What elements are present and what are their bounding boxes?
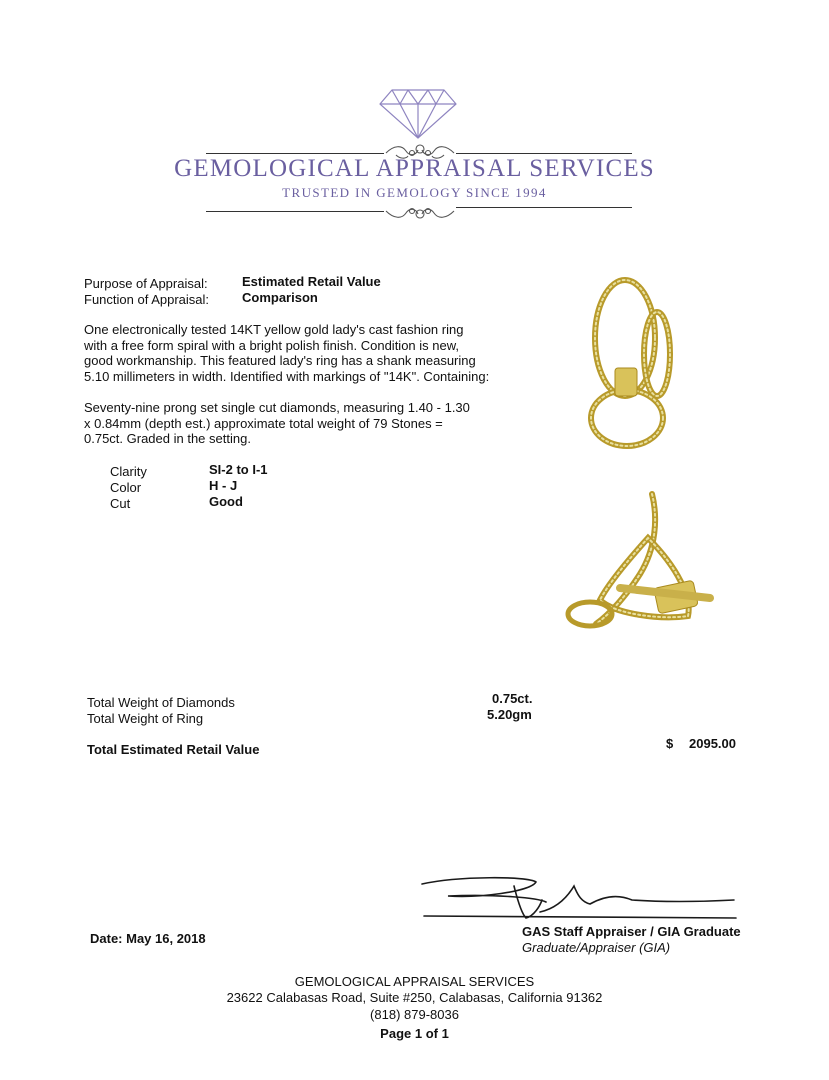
currency-symbol: $ (666, 736, 674, 751)
description-line: 5.10 millimeters in width. Identified with markings of "14K". Containing: (84, 368, 490, 384)
total-diamonds-label: Total Weight of Diamonds (87, 695, 235, 710)
total-retail-label: Total Estimated Retail Value (87, 742, 260, 757)
purpose-value: Estimated Retail Value (242, 274, 381, 289)
header-rule-top-right (456, 153, 632, 154)
diamond-line: Seventy-nine prong set single cut diamonds, measuring 1.40 - 1.30 (84, 400, 470, 415)
footer-phone: (818) 879-8036 (370, 1007, 459, 1022)
function-label: Function of Appraisal: (84, 292, 210, 307)
grading-label-clarity: Clarity (110, 464, 147, 479)
header-rule-bottom (206, 211, 384, 212)
ring-photo-angled (560, 488, 720, 638)
description-line: One electronically tested 14KT yellow gold lady's cast fashion ring (84, 322, 464, 337)
header-rule-bottom-right (456, 207, 632, 208)
grading-value-color: H - J (209, 478, 238, 493)
total-retail-value: 2095.00 (689, 736, 736, 751)
footer-address: 23622 Calabasas Road, Suite #250, Calabasas, California 91362 (226, 990, 603, 1005)
diamond-line: 0.75ct. Graded in the setting. (84, 431, 251, 446)
total-ring-label: Total Weight of Ring (87, 711, 204, 726)
company-tagline: TRUSTED IN GEMOLOGY SINCE 1994 (282, 185, 547, 200)
function-value: Comparison (242, 290, 318, 305)
flourish-ornament-bottom (384, 201, 456, 223)
diamond-description (84, 400, 470, 447)
appraiser-subtitle: Graduate/Appraiser (GIA) (522, 940, 671, 955)
description-line: good workmanship. This featured lady's ring has a shank measuring (84, 353, 476, 368)
page-number: Page 1 of 1 (380, 1026, 449, 1041)
diamond-icon (378, 88, 458, 140)
grading-value-cut: Good (209, 494, 243, 509)
grading-label-cut: Cut (110, 496, 131, 511)
grading-value-clarity: SI-2 to I-1 (209, 462, 268, 477)
description-line: with a free form spiral with a bright polish finish. Condition is new, (84, 337, 460, 353)
ring-description (84, 322, 489, 384)
appraiser-title: GAS Staff Appraiser / GIA Graduate (522, 924, 741, 939)
appraiser-signature (418, 872, 738, 926)
footer-company: GEMOLOGICAL APPRAISAL SERVICES (294, 974, 535, 989)
total-diamonds-value: 0.75ct. (492, 691, 533, 706)
ring-photo-front (575, 272, 695, 462)
diamond-line: x 0.84mm (depth est.) approximate total weight of 79 Stones = (84, 415, 443, 431)
total-ring-value: 5.20gm (487, 707, 532, 722)
company-name: GEMOLOGICAL APPRAISAL SERVICES (174, 155, 655, 182)
date-text: Date: May 16, 2018 (90, 931, 206, 946)
header-rule-top (206, 153, 384, 154)
purpose-label: Purpose of Appraisal: (84, 276, 208, 291)
grading-label-color: Color (110, 480, 142, 495)
